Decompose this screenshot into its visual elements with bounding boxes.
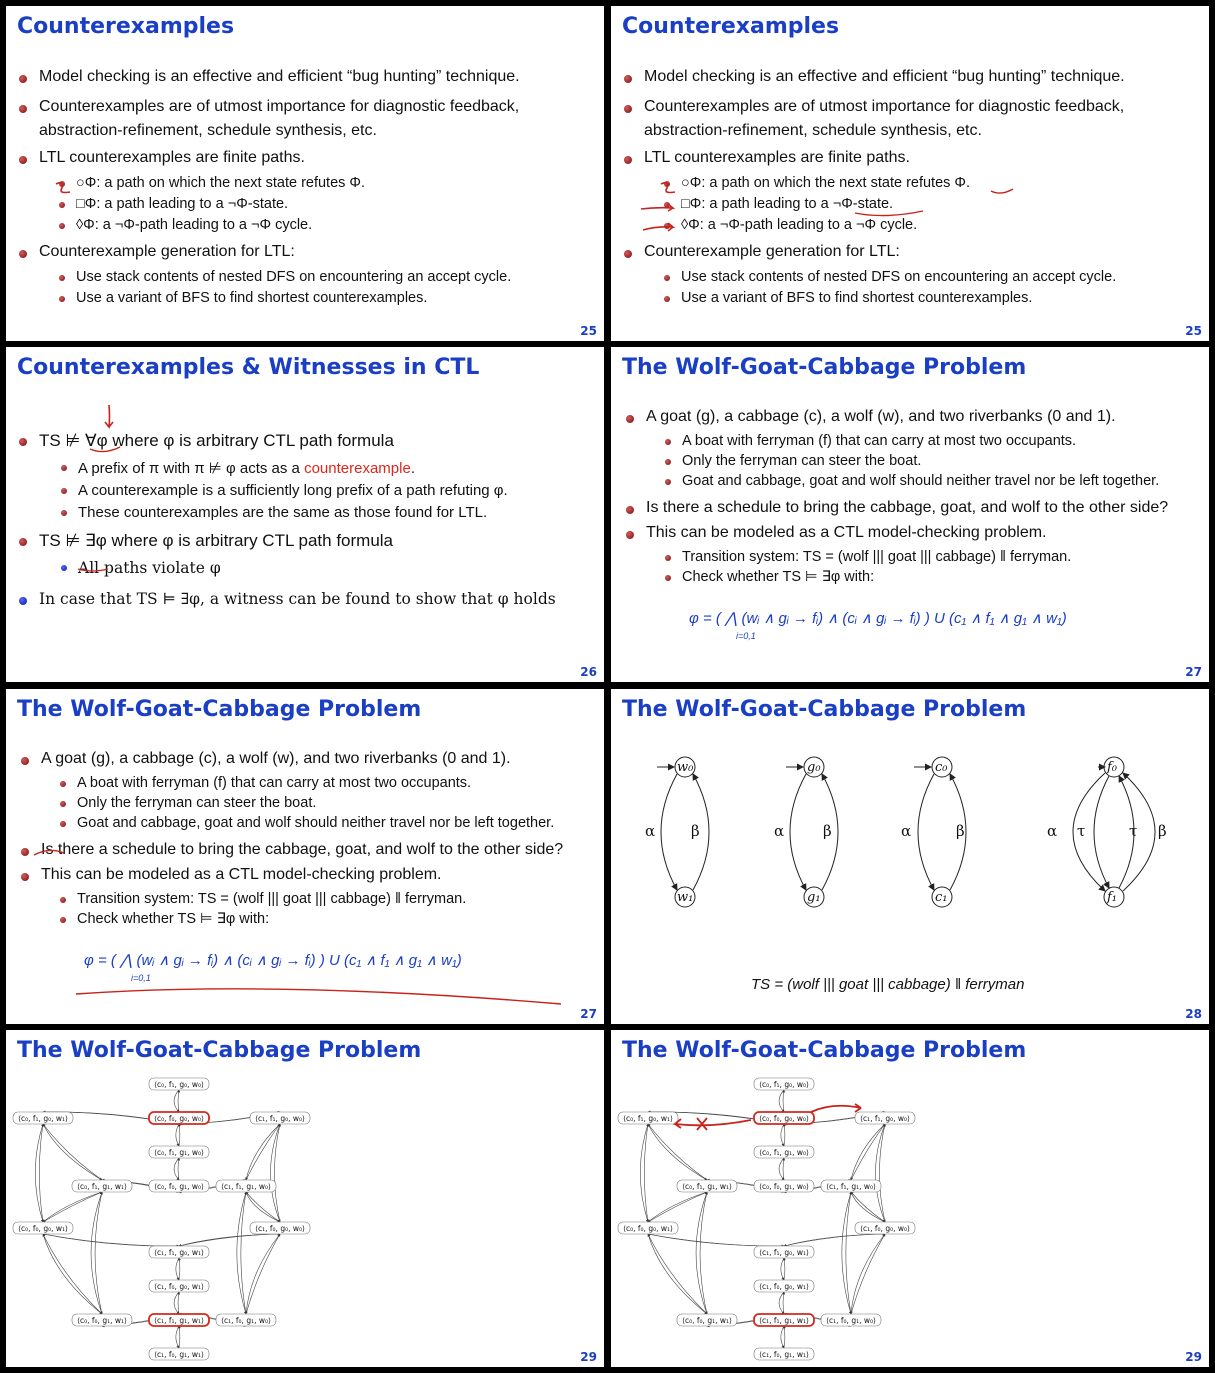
- transition-edge: [237, 1192, 246, 1314]
- slide-title: The Wolf-Goat-Cabbage Problem: [17, 1038, 422, 1063]
- transition-edge: [178, 1158, 179, 1180]
- state-label: f₁: [1107, 890, 1118, 905]
- sub-bullet: Use a variant of BFS to find shortest counterexamples.: [58, 290, 427, 306]
- state-graph: [611, 1030, 1209, 1367]
- state-label: ⟨c₀, f₀, g₁, w₁⟩: [77, 1316, 127, 1325]
- state-label: ⟨c₀, f₀, g₀, w₁⟩: [18, 1224, 68, 1233]
- bullet: In case that TS ⊨ ∃φ, a witness can be found to show that φ holds: [17, 590, 556, 608]
- formula: φ = ( ⋀ (wᵢ ∧ gᵢ → fᵢ) ∧ (cᵢ ∧ gᵢ → fᵢ) ) U (c₁ ∧ f₁ ∧ g₁ ∧ w₁): [84, 952, 462, 969]
- page-number: 25: [580, 324, 597, 338]
- bullet: LTL counterexamples are finite paths.: [622, 149, 910, 167]
- bullet: TS ⊭ ∀φ where φ is arbitrary CTL path formula: [17, 431, 394, 451]
- transition-edge: [644, 1124, 648, 1222]
- slide-title: Counterexamples: [622, 14, 840, 39]
- transition-edge: [784, 1234, 885, 1246]
- sub-bullet: Goat and cabbage, goat and wolf should neither travel nor be left together.: [664, 473, 1159, 489]
- transition-edge: [246, 1124, 280, 1180]
- transition-edge: [876, 1124, 886, 1222]
- state-label: ⟨c₁, f₁, g₀, w₁⟩: [154, 1248, 204, 1257]
- edge-label: α: [901, 822, 912, 840]
- sub-bullet: All paths violate φ: [60, 559, 221, 577]
- state-label: c₀: [935, 760, 948, 775]
- bullet: This can be modeled as a CTL model-checking problem.: [624, 524, 1047, 542]
- bullet: Counterexample generation for LTL:: [622, 243, 900, 261]
- state-label: ⟨c₁, f₁, g₀, w₀⟩: [255, 1114, 305, 1123]
- transition-edge: [43, 1234, 179, 1246]
- transition-edge: [178, 1090, 179, 1112]
- transition-edge: [781, 1326, 784, 1348]
- transition-edge: [91, 1192, 102, 1314]
- sub-bullet: ◊Φ: a ¬Φ-path leading to a ¬Φ cycle.: [663, 217, 917, 233]
- page-number: 25: [1185, 324, 1202, 338]
- bullet: Counterexample generation for LTL:: [17, 243, 295, 261]
- state-label: ⟨c₀, f₁, g₀, w₁⟩: [623, 1114, 673, 1123]
- sub-bullet: Use stack contents of nested DFS on encountering an accept cycle.: [58, 269, 511, 285]
- transition-edge: [179, 1326, 180, 1348]
- transition-edge: [842, 1192, 851, 1314]
- state-label: ⟨c₀, f₀, g₀, w₁⟩: [623, 1224, 673, 1233]
- bullet-continuation: abstraction-refinement, schedule synthesis, etc.: [644, 122, 982, 139]
- state-label: ⟨c₁, f₁, g₀, w₁⟩: [759, 1248, 809, 1257]
- transition-edge: [176, 1258, 179, 1280]
- state-label: ⟨c₀, f₀, g₁, w₀⟩: [154, 1182, 204, 1191]
- transition-edge: [648, 1234, 707, 1314]
- ink-annotation: [811, 1104, 861, 1112]
- state-label: ⟨c₁, f₀, g₁, w₀⟩: [826, 1316, 876, 1325]
- slide-state-graph-2: [611, 1030, 1209, 1367]
- transition-edge: [43, 1192, 102, 1222]
- state-label: g₁: [807, 890, 821, 905]
- sub-bullet: ○Φ: a path on which the next state refutes Φ.: [58, 175, 365, 191]
- transition-edge: [783, 1090, 784, 1112]
- state-label: ⟨c₁, f₁, g₁, w₁⟩: [154, 1316, 204, 1325]
- text: A prefix of π with π ⊭ φ acts as a: [78, 460, 305, 477]
- transition-edge: [784, 1326, 785, 1348]
- state-label: f₀: [1107, 760, 1118, 775]
- state-label: ⟨c₁, f₁, g₀, w₀⟩: [860, 1114, 910, 1123]
- edge-label: β: [1158, 822, 1167, 840]
- transition-edge: [95, 1192, 102, 1314]
- sub-bullet: Use stack contents of nested DFS on encountering an accept cycle.: [663, 269, 1116, 285]
- sub-bullet: □Φ: a path leading to a ¬Φ-state.: [663, 196, 893, 212]
- sub-bullet: ○Φ: a path on which the next state refutes Φ.: [663, 175, 970, 191]
- ink-annotation: [675, 1119, 751, 1128]
- bullet: Is there a schedule to bring the cabbage, goat, and wolf to the other side?: [19, 841, 563, 859]
- transition-edge: [176, 1326, 179, 1348]
- slide-title: The Wolf-Goat-Cabbage Problem: [17, 697, 422, 722]
- transition-edge: [43, 1234, 179, 1246]
- edge-label: α: [774, 822, 785, 840]
- state-label: ⟨c₀, f₁, g₁, w₁⟩: [682, 1182, 732, 1191]
- slide-counterexamples-1: [6, 6, 604, 341]
- transition-edge: [648, 1192, 707, 1222]
- transition-edge: [179, 1234, 280, 1246]
- transition-edge: [43, 1192, 102, 1222]
- state-label: ⟨c₁, f₁, g₁, w₁⟩: [759, 1316, 809, 1325]
- transition-edge: [43, 1124, 102, 1180]
- sub-bullet: Goat and cabbage, goat and wolf should neither travel nor be left together.: [59, 815, 554, 831]
- state-label: ⟨c₁, f₀, g₀, w₁⟩: [759, 1282, 809, 1291]
- transition-edge: [648, 1124, 707, 1180]
- transition-edge: [648, 1192, 707, 1222]
- state-label: w₁: [677, 890, 694, 905]
- state-label: ⟨c₀, f₀, g₀, w₀⟩: [759, 1114, 809, 1123]
- state-label: ⟨c₁, f₀, g₁, w₁⟩: [154, 1350, 204, 1359]
- bullet: A goat (g), a cabbage (c), a wolf (w), and two riverbanks (0 and 1).: [19, 750, 511, 768]
- state-graph: [6, 1030, 604, 1367]
- sub-bullet: Only the ferryman can steer the boat.: [59, 795, 316, 811]
- formula-subscript: i=0,1: [736, 631, 756, 641]
- transition-edge: [648, 1234, 784, 1246]
- edge-label: α: [1047, 822, 1058, 840]
- formula-subscript: i=0,1: [131, 973, 151, 983]
- sub-bullet: ◊Φ: a ¬Φ-path leading to a ¬Φ cycle.: [58, 217, 312, 233]
- page-number: 28: [1185, 1007, 1202, 1021]
- edge-label: β: [956, 822, 965, 840]
- bullet: Is there a schedule to bring the cabbage, goat, and wolf to the other side?: [624, 499, 1168, 517]
- sub-bullet: Check whether TS ⊨ ∃φ with:: [59, 911, 269, 927]
- transition-edge: [179, 1258, 180, 1280]
- sub-bullet: [60, 459, 415, 477]
- state-label: ⟨c₁, f₁, g₁, w₀⟩: [826, 1182, 876, 1191]
- bullet: LTL counterexamples are finite paths.: [17, 149, 305, 167]
- transition-edge: [648, 1124, 707, 1180]
- bullet: Counterexamples are of utmost importance for diagnostic feedback,: [17, 98, 519, 116]
- transition-system-formula: TS = (wolf ||| goat ||| cabbage) ‖ ferryman: [751, 976, 1025, 993]
- state-label: ⟨c₀, f₁, g₁, w₀⟩: [759, 1148, 809, 1157]
- bullet: Counterexamples are of utmost importance for diagnostic feedback,: [622, 98, 1124, 116]
- transition-edge: [851, 1234, 885, 1314]
- transition-edge: [783, 1158, 784, 1180]
- state-label: ⟨c₀, f₁, g₁, w₀⟩: [154, 1148, 204, 1157]
- edge-label: β: [691, 822, 700, 840]
- transition-edge: [781, 1258, 784, 1280]
- state-label: c₁: [935, 890, 948, 905]
- slide-title: The Wolf-Goat-Cabbage Problem: [622, 697, 1027, 722]
- slide-ctl-witnesses: [6, 347, 604, 682]
- transition-edge: [43, 1234, 102, 1314]
- bullet: Model checking is an effective and efficient “bug hunting” technique.: [622, 68, 1125, 86]
- transition-edge: [43, 1124, 102, 1180]
- formula: φ = ( ⋀ (wᵢ ∧ gᵢ → fᵢ) ∧ (cᵢ ∧ gᵢ → fᵢ) ) U (c₁ ∧ f₁ ∧ g₁ ∧ w₁): [689, 610, 1067, 627]
- edge-label: τ: [1129, 822, 1138, 840]
- transition-edge: [648, 1234, 784, 1246]
- state-label: ⟨c₁, f₀, g₁, w₁⟩: [759, 1350, 809, 1359]
- transition-edge: [648, 1234, 707, 1314]
- ink-annotation: [697, 1118, 707, 1130]
- state-label: ⟨c₀, f₀, g₀, w₀⟩: [154, 1114, 204, 1123]
- transition-edge: [851, 1124, 885, 1180]
- state-label: g₀: [807, 760, 821, 775]
- edge-label: β: [823, 822, 832, 840]
- state-label: w₀: [677, 760, 694, 775]
- transition-edge: [246, 1234, 280, 1314]
- sub-bullet: Transition system: TS = (wolf ||| goat ||| cabbage) ‖ ferryman.: [664, 549, 1071, 565]
- state-label: ⟨c₀, f₁, g₀, w₀⟩: [154, 1080, 204, 1089]
- sub-bullet: A boat with ferryman (f) that can carry at most two occupants.: [59, 775, 471, 791]
- slide-counterexamples-2: [611, 6, 1209, 341]
- edge-label: τ: [1077, 822, 1086, 840]
- transition-edge: [700, 1192, 707, 1314]
- slide-title: The Wolf-Goat-Cabbage Problem: [622, 355, 1027, 380]
- automata-diagram: [611, 689, 1209, 1024]
- sub-bullet: □Φ: a path leading to a ¬Φ-state.: [58, 196, 288, 212]
- sub-bullet: Use a variant of BFS to find shortest counterexamples.: [663, 290, 1032, 306]
- slide-title: The Wolf-Goat-Cabbage Problem: [622, 1038, 1027, 1063]
- slide-wgc-problem-1: [611, 347, 1209, 682]
- slide-wgc-automata: [611, 689, 1209, 1024]
- transition-edge: [851, 1234, 885, 1314]
- state-label: ⟨c₁, f₀, g₀, w₀⟩: [860, 1224, 910, 1233]
- transition-edge: [176, 1124, 179, 1146]
- sub-bullet: A counterexample is a sufficiently long prefix of a path refuting φ.: [60, 482, 508, 499]
- transition-edge: [179, 1234, 280, 1246]
- transition-edge: [43, 1234, 102, 1314]
- state-label: ⟨c₀, f₁, g₀, w₁⟩: [18, 1114, 68, 1123]
- state-label: ⟨c₁, f₀, g₀, w₁⟩: [154, 1282, 204, 1291]
- transition-edge: [781, 1124, 784, 1146]
- state-label: ⟨c₀, f₀, g₁, w₀⟩: [759, 1182, 809, 1191]
- bullet-continuation: abstraction-refinement, schedule synthesis, etc.: [39, 122, 377, 139]
- sub-bullet: These counterexamples are the same as those found for LTL.: [60, 504, 487, 521]
- transition-edge: [851, 1124, 885, 1180]
- bullet: This can be modeled as a CTL model-checking problem.: [19, 866, 442, 884]
- transition-edge: [784, 1124, 785, 1146]
- sub-bullet: Transition system: TS = (wolf ||| goat ||| cabbage) ‖ ferryman.: [59, 891, 466, 907]
- slide-title: Counterexamples: [17, 14, 235, 39]
- transition-edge: [784, 1234, 885, 1246]
- state-label: ⟨c₁, f₀, g₀, w₀⟩: [255, 1224, 305, 1233]
- bullet: A goat (g), a cabbage (c), a wolf (w), and two riverbanks (0 and 1).: [624, 408, 1116, 426]
- slide-state-graph-1: [6, 1030, 604, 1367]
- edge-label: α: [645, 822, 656, 840]
- page-number: 26: [580, 665, 597, 679]
- state-label: ⟨c₁, f₁, g₁, w₀⟩: [221, 1182, 271, 1191]
- state-label: ⟨c₀, f₁, g₁, w₁⟩: [77, 1182, 127, 1191]
- transition-edge: [696, 1192, 707, 1314]
- page-number: 27: [580, 1007, 597, 1021]
- counterexample-term: counterexample: [304, 460, 411, 477]
- transition-edge: [179, 1124, 180, 1146]
- text: .: [410, 460, 415, 477]
- sub-bullet: A boat with ferryman (f) that can carry at most two occupants.: [664, 433, 1076, 449]
- state-label: ⟨c₀, f₀, g₁, w₁⟩: [682, 1316, 732, 1325]
- page-number: 27: [1185, 665, 1202, 679]
- transition-edge: [178, 1292, 179, 1314]
- transition-edge: [784, 1258, 785, 1280]
- state-label: ⟨c₀, f₁, g₀, w₀⟩: [759, 1080, 809, 1089]
- sub-bullet: Check whether TS ⊨ ∃φ with:: [664, 569, 874, 585]
- transition-edge: [246, 1124, 280, 1180]
- sub-bullet: Only the ferryman can steer the boat.: [664, 453, 921, 469]
- page-number: 29: [580, 1350, 597, 1364]
- slide-title: Counterexamples & Witnesses in CTL: [17, 355, 480, 380]
- page-number: 29: [1185, 1350, 1202, 1364]
- slide-wgc-problem-2: [6, 689, 604, 1024]
- bullet: TS ⊭ ∃φ where φ is arbitrary CTL path formula: [17, 531, 393, 551]
- bullet: Model checking is an effective and efficient “bug hunting” technique.: [17, 68, 520, 86]
- transition-edge: [246, 1234, 280, 1314]
- transition-edge: [783, 1292, 784, 1314]
- transition-edge: [271, 1124, 281, 1222]
- transition-edge: [39, 1124, 43, 1222]
- state-label: ⟨c₁, f₀, g₁, w₀⟩: [221, 1316, 271, 1325]
